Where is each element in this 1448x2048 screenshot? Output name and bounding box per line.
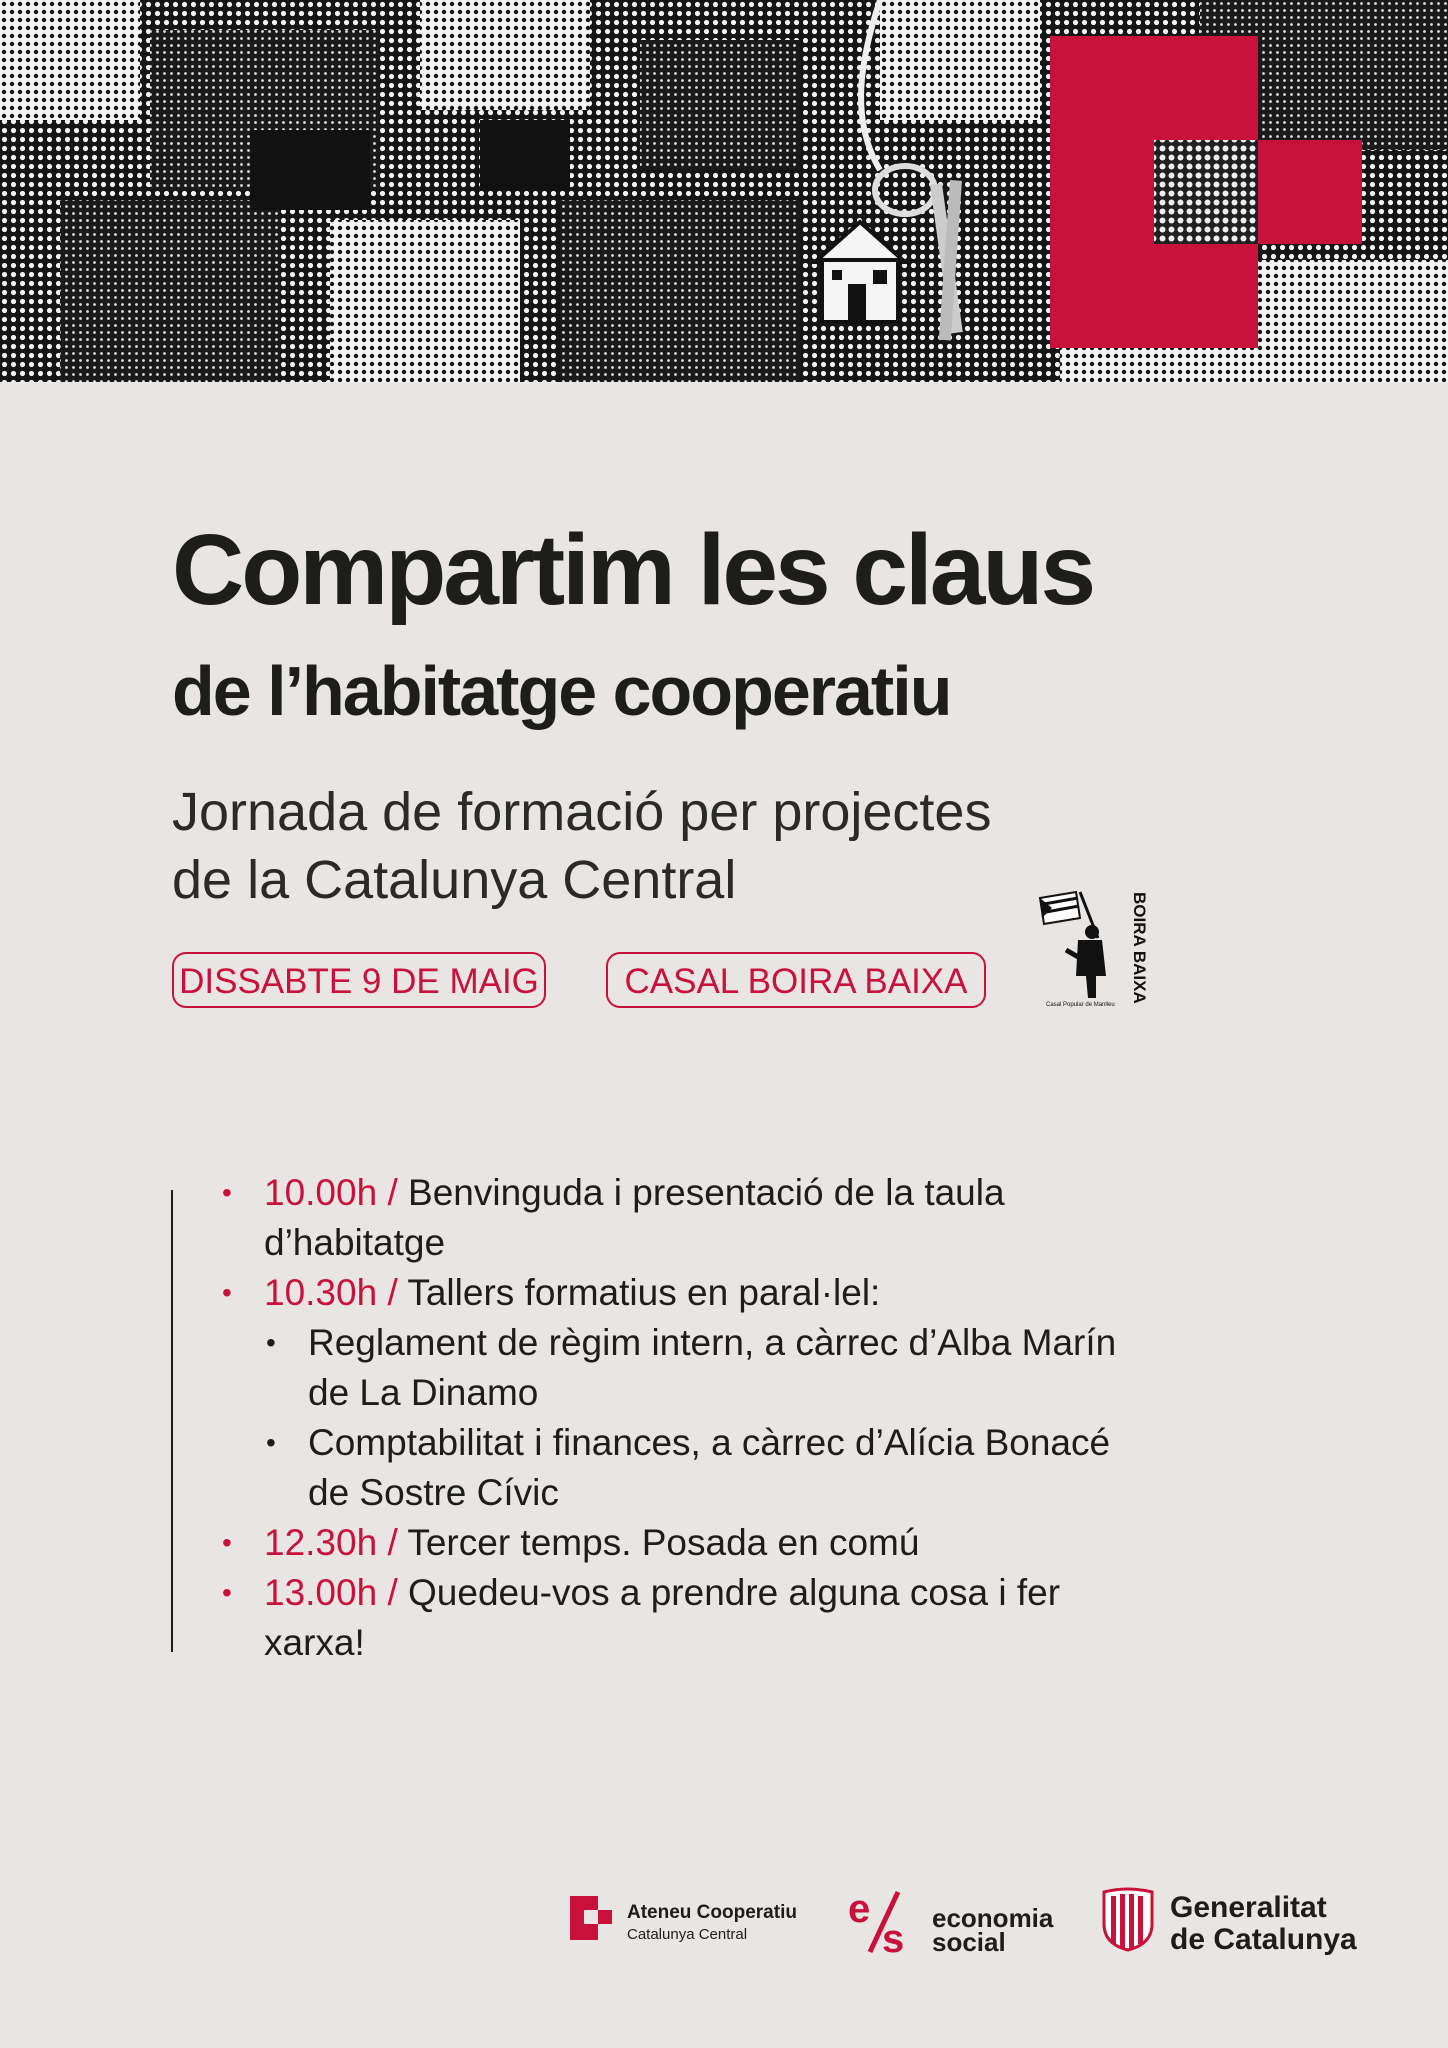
hero-image	[0, 0, 1448, 382]
event-date-badge: DISSABTE 9 DE MAIG	[172, 952, 546, 1008]
workshop-text: Reglament de règim intern, a càrrec d’Alba Marín de La Dinamo	[308, 1322, 1117, 1413]
bullet-icon: •	[266, 1327, 276, 1358]
page-title: Compartim les claus	[172, 514, 1094, 626]
generalitat-shield-icon	[1102, 1888, 1154, 1952]
economia-social-logo-text	[932, 1903, 1054, 1957]
ateneu-sub: Catalunya Central	[627, 1926, 748, 1943]
schedule-list	[218, 1168, 1118, 1668]
gen-line2: de Catalunya	[1170, 1923, 1357, 1956]
ateneu-cooperatiu-icon	[1050, 36, 1362, 348]
svg-text:e: e	[848, 1887, 871, 1931]
schedule-text: Quedeu-vos a prendre alguna cosa i fer xarxa!	[264, 1572, 1061, 1663]
schedule-item	[218, 1168, 1118, 1268]
ateneu-name: Ateneu Cooperatiu	[627, 1902, 797, 1923]
bullet-icon: •	[222, 1177, 232, 1208]
event-subtitle	[172, 778, 1172, 914]
es-line2: social	[932, 1927, 1006, 1957]
subtitle-line2: de la Catalunya Central	[172, 850, 737, 910]
schedule-text: Tercer temps. Posada en comú	[407, 1522, 920, 1563]
economia-social-icon	[848, 1887, 920, 1961]
bullet-icon: •	[222, 1277, 232, 1308]
schedule-divider	[171, 1190, 173, 1652]
page-title-line2: de l’habitatge cooperatiu	[172, 652, 951, 730]
svg-text:s: s	[882, 1917, 905, 1961]
schedule-time: 13.00h /	[264, 1572, 398, 1613]
schedule-item	[218, 1268, 1118, 1318]
schedule-text: Benvinguda i presentació de la taula d’habitatge	[264, 1172, 1005, 1263]
es-line1: economia	[932, 1903, 1054, 1933]
schedule-time: 10.30h /	[264, 1272, 398, 1313]
bullet-icon: •	[222, 1577, 232, 1608]
boira-baixa-logo	[1036, 888, 1149, 1012]
workshop-text: Comptabilitat i finances, a càrrec d’Alícia Bonacé de Sostre Cívic	[308, 1422, 1111, 1513]
schedule-item	[218, 1568, 1118, 1668]
bullet-icon: •	[222, 1527, 232, 1558]
bullet-icon: •	[266, 1427, 276, 1458]
generalitat-logo-text	[1170, 1892, 1357, 1956]
boira-caption: Casal Popular de Manlleu	[1046, 1002, 1115, 1008]
gen-line1: Generalitat	[1170, 1891, 1327, 1924]
schedule-item	[218, 1518, 1118, 1568]
boira-name: BOIRA BAIXA	[1130, 892, 1149, 1004]
schedule-time: 12.30h /	[264, 1522, 398, 1563]
subtitle-line1: Jornada de formació per projectes	[172, 782, 992, 842]
workshop-item	[218, 1318, 1118, 1418]
ateneu-cooperatiu-footer-icon	[570, 1896, 614, 1940]
flag-bearer-icon	[1040, 892, 1106, 998]
schedule-text: Tallers formatius en paral·lel:	[407, 1272, 881, 1313]
ateneu-logo-text	[627, 1902, 797, 1943]
schedule-time: 10.00h /	[264, 1172, 398, 1213]
workshop-item	[218, 1418, 1118, 1518]
event-place-badge: CASAL BOIRA BAIXA	[606, 952, 986, 1008]
